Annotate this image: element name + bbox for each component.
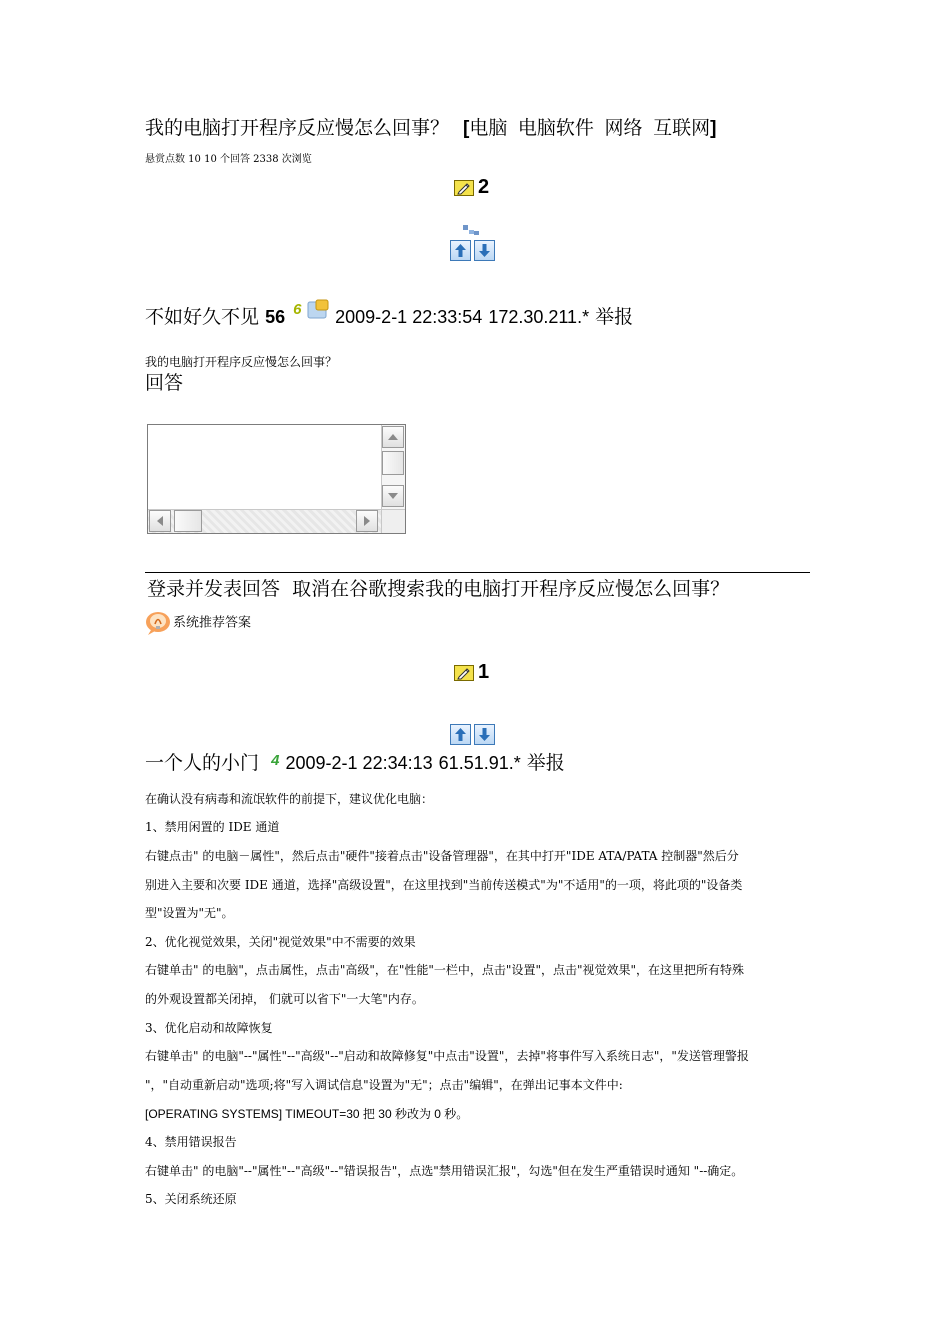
report-link[interactable]: 举报 xyxy=(595,306,634,328)
scroll-down-button[interactable] xyxy=(382,485,404,507)
vote-up-button[interactable] xyxy=(450,724,471,745)
scroll-left-button[interactable] xyxy=(149,510,171,532)
question-meta: 悬赏点数 10 10 个回答 2338 次浏览 xyxy=(145,154,312,165)
vote-down-button[interactable] xyxy=(474,724,495,745)
content-line: 的外观设置都关闭掉， 们就可以省下"一大笔"内存。 xyxy=(145,992,424,1006)
content-line: 右键单击" 的电脑"--"属性"--"高级"--"错误报告"，点选"禁用错误汇报"，勾选"但在发生严重错误时通知 "--确定。 xyxy=(145,1164,744,1178)
content-line: 别进入主要和次要 IDE 通道，选择"高级设置"，在这里找到"当前传送模式"为"不适用"的一项，将此项的"设备类 xyxy=(145,878,743,892)
recommend-ip: 61.51.91.* xyxy=(438,753,521,773)
answer-ip: 172.30.211.* xyxy=(488,307,590,327)
vote-badge-2 xyxy=(454,661,489,684)
vertical-scroll-thumb[interactable] xyxy=(382,451,404,475)
vote-down-button[interactable] xyxy=(474,240,495,261)
vote-buttons-2 xyxy=(450,724,495,745)
google-search-link[interactable]: 在谷歌搜索我的电脑打开程序反应慢怎么回事？ xyxy=(330,578,730,600)
scroll-right-button[interactable] xyxy=(356,510,378,532)
recommend-username[interactable]: 一个人的小门 xyxy=(145,752,260,774)
horizontal-scrollbar[interactable] xyxy=(148,509,382,533)
category-link-1[interactable]: 电脑 xyxy=(469,118,508,139)
vote-up-button[interactable] xyxy=(450,240,471,261)
question-title: 我的电脑打开程序反应慢怎么回事？ [电脑 电脑软件 网络 互联网] xyxy=(145,117,717,139)
vote-count: 2 xyxy=(478,176,490,198)
scroll-up-button[interactable] xyxy=(382,426,404,448)
content-line: 右键单击" 的电脑"，点击属性，点击"高级"，在"性能"一栏中，点击"设置"，点击"视觉效果"，在这里把所有特殊 xyxy=(145,963,745,977)
pencil-icon xyxy=(454,665,474,681)
content-line: "，"自动重新启动"选项;将"写入调试信息"设置为"无"；点击"编辑"，在弹出记事本文件中: xyxy=(145,1078,623,1092)
content-line: 右键点击" 的电脑－属性"，然后点击"硬件"接着点击"设备管理器"，在其中打开"IDE ATA/PATA 控制器"然后分 xyxy=(145,849,739,863)
system-recommend-label: 系统推荐答案 xyxy=(173,615,252,631)
recommend-author-line xyxy=(145,748,565,775)
content-line: 型"设置为"无"。 xyxy=(145,906,234,920)
vote-count: 1 xyxy=(478,661,490,683)
content-line: 3、优化启动和故障恢复 xyxy=(145,1021,273,1035)
recommend-level-number: 4 xyxy=(271,752,280,769)
divider xyxy=(145,572,810,573)
bulb-icon xyxy=(145,610,173,636)
action-line xyxy=(147,574,729,601)
system-recommend-header xyxy=(145,610,251,636)
answer-quote: 我的电脑打开程序反应慢怎么回事？ xyxy=(145,355,338,369)
category-link-4[interactable]: 互联网 xyxy=(653,118,711,139)
reply-label: 回答 xyxy=(145,372,184,394)
cancel-link[interactable]: 取消 xyxy=(292,578,331,600)
content-line: 2、优化视觉效果，关闭"视觉效果"中不需要的效果 xyxy=(145,935,416,949)
category-link-2[interactable]: 电脑软件 xyxy=(517,118,594,139)
horizontal-scroll-thumb[interactable] xyxy=(174,510,202,532)
category-link-3[interactable]: 网络 xyxy=(604,118,643,139)
reply-textarea[interactable] xyxy=(147,424,406,534)
answer-author-line xyxy=(145,302,633,329)
user-avatar-icon xyxy=(307,299,329,321)
vertical-scrollbar[interactable] xyxy=(381,425,405,509)
login-post-link[interactable]: 登录并发表回答 xyxy=(147,578,281,600)
recommend-report-link[interactable]: 举报 xyxy=(526,752,565,774)
answer-username[interactable]: 不如好久不见 xyxy=(145,306,260,328)
pencil-icon xyxy=(454,180,474,196)
answer-score: 56 xyxy=(265,307,286,327)
answer-datetime: 2009-2-1 22:33:54 xyxy=(335,307,483,327)
level-badge xyxy=(291,303,335,327)
level-number: 6 xyxy=(293,301,302,318)
recommend-datetime: 2009-2-1 22:34:13 xyxy=(285,753,433,773)
content-line: 1、禁用闲置的 IDE 通道 xyxy=(145,820,280,834)
content-line: [OPERATING SYSTEMS] TIMEOUT=30 把 30 秒改为 0 秒。 xyxy=(145,1107,469,1121)
question-title-text: 我的电脑打开程序反应慢怎么回事？ xyxy=(145,117,450,139)
content-line: 在确认没有病毒和流氓软件的前提下，建议优化电脑： xyxy=(145,792,434,806)
vote-badge-1 xyxy=(454,176,489,199)
small-arrows-icon xyxy=(462,221,480,240)
vote-buttons-1 xyxy=(450,240,495,261)
scrollbar-corner xyxy=(381,509,405,533)
content-line: 5、关闭系统还原 xyxy=(145,1192,237,1206)
content-line: 4、禁用错误报告 xyxy=(145,1135,237,1149)
content-line: 右键单击" 的电脑"--"属性"--"高级"--"启动和故障修复"中点击"设置"，去掉"将事件写入系统日志"，"发送管理警报 xyxy=(145,1049,749,1063)
